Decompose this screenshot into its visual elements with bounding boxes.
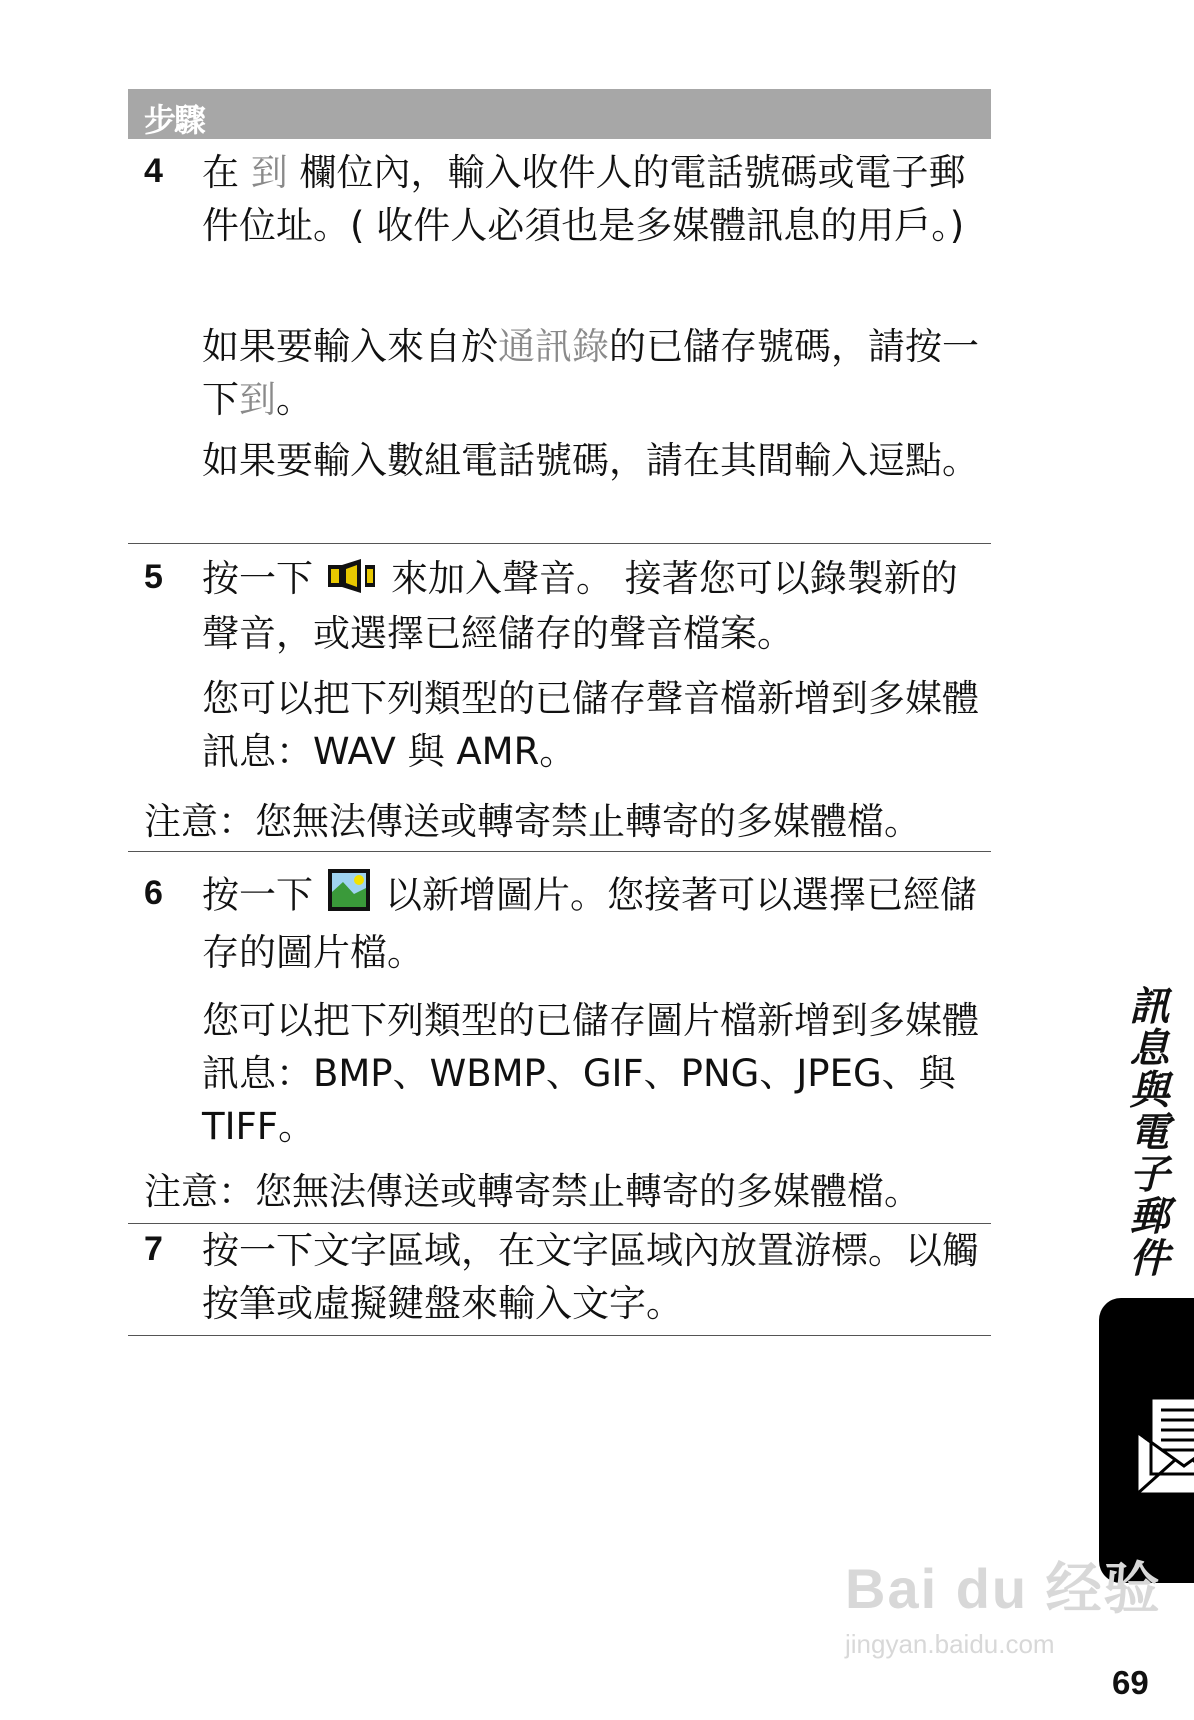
watermark-brand: Bai du 经验	[845, 1557, 1162, 1620]
step-4-paragraph-2	[202, 320, 992, 426]
step-4-paragraph-3: 如果要輸入數組電話號碼，請在其間輸入逗點。	[202, 439, 979, 482]
page-number: 69	[1112, 1664, 1149, 1701]
sound-icon	[327, 554, 377, 607]
step-7-paragraph-1: 按一下文字區域，在文字區域內放置游標。以觸按筆或虛擬鍵盤來輸入文字。	[202, 1229, 979, 1325]
note: 注意：您無法傳送或轉寄禁止轉寄的多媒體檔。	[144, 1170, 921, 1213]
text-run: 欄位內，輸入收件人的電話號碼或電子郵件位址。( 收件人必須也是多媒體訊息的用戶。)	[202, 151, 966, 247]
text-run: 如果要輸入來自於	[202, 325, 498, 368]
text-run: 。	[276, 378, 313, 421]
header-title: 步驟	[144, 101, 205, 139]
divider	[128, 1335, 991, 1336]
picture-icon	[327, 868, 371, 926]
text-run: 在	[202, 151, 239, 194]
step-5-paragraph-2: 您可以把下列類型的已儲存聲音檔新增到多媒體訊息：WAV 與 AMR。	[202, 677, 979, 773]
watermark-url: jingyan.baidu.com	[845, 1629, 1055, 1659]
text-run: 以新增圖片。您接著可以選擇已經儲存的圖片檔。	[202, 873, 977, 974]
text-run: 的已儲存號碼，請按一下	[202, 325, 979, 421]
text-run: 按一下	[202, 873, 313, 917]
step-4-paragraph-1	[202, 146, 992, 252]
step-6-paragraph-1	[202, 868, 992, 979]
step-6-paragraph-2: 您可以把下列類型的已儲存圖片檔新增到多媒體訊息：BMP、WBMP、GIF、PNG、JPEG、與 TIFF。	[202, 999, 979, 1148]
text-run: 來加入聲音。 接著您可以錄製新的聲音，或選擇已經儲存的聲音檔案。	[202, 557, 958, 655]
divider	[128, 543, 991, 544]
note: 注意：您無法傳送或轉寄禁止轉寄的多媒體檔。	[144, 800, 921, 843]
envelope-message-icon	[1135, 1396, 1194, 1500]
step-number: 6	[144, 874, 163, 912]
steps-header-bar	[128, 89, 991, 139]
to-field-label: 到	[250, 151, 288, 194]
chapter-tab	[1099, 1298, 1194, 1583]
chapter-side-label: 訊息與電子郵件	[1123, 985, 1169, 1279]
step-number: 7	[144, 1230, 163, 1268]
text-run: 按一下	[202, 557, 313, 600]
contacts-label: 通訊錄	[498, 325, 609, 368]
step-5-paragraph-1	[202, 552, 992, 660]
to-button-label: 到	[239, 378, 276, 421]
baidu-watermark	[845, 1545, 1162, 1660]
step-number: 4	[144, 152, 163, 190]
divider	[128, 851, 991, 852]
step-number: 5	[144, 558, 163, 596]
